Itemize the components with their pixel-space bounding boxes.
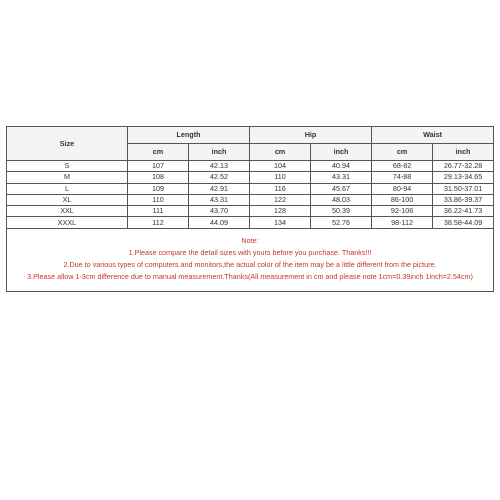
notes-cell (7, 228, 494, 291)
length-cm-cell: 110 (128, 194, 189, 205)
length-inch-cell: 43.31 (189, 194, 250, 205)
waist-inch-cell: 26.77-32.28 (433, 161, 494, 172)
waist-inch-cell: 36.22-41.73 (433, 206, 494, 217)
table-row (7, 194, 494, 205)
length-header: Length (128, 127, 250, 144)
size-cell: XXL (7, 206, 128, 217)
waist-cm-cell: 86-100 (372, 194, 433, 205)
table-row (7, 172, 494, 183)
hip-cm-cell: 128 (250, 206, 311, 217)
waist-cm-cell: 74-88 (372, 172, 433, 183)
header-group-row (7, 127, 494, 144)
waist-header: Waist (372, 127, 494, 144)
length-cm-cell: 111 (128, 206, 189, 217)
waist-cm-cell: 80-94 (372, 183, 433, 194)
length-inch-cell: 43.70 (189, 206, 250, 217)
hip-cm-cell: 104 (250, 161, 311, 172)
notes-row (7, 228, 494, 291)
waist-cm-cell: 98-112 (372, 217, 433, 228)
hip-inch-cell: 50.39 (311, 206, 372, 217)
length-inch-cell: 42.91 (189, 183, 250, 194)
waist-inch-header: inch (433, 144, 494, 161)
waist-inch-cell: 33.86-39.37 (433, 194, 494, 205)
length-inch-cell: 42.13 (189, 161, 250, 172)
hip-inch-cell: 45.67 (311, 183, 372, 194)
note-line-1: 1.Please compare the detail sizes with yours before you purchase. Thanks!!! (128, 247, 372, 257)
waist-cm-cell: 92-106 (372, 206, 433, 217)
hip-cm-cell: 116 (250, 183, 311, 194)
length-inch-cell: 42.52 (189, 172, 250, 183)
hip-inch-header: inch (311, 144, 372, 161)
table-row (7, 206, 494, 217)
size-cell: S (7, 161, 128, 172)
notes-section (7, 228, 494, 291)
length-cm-header: cm (128, 144, 189, 161)
hip-inch-cell: 52.76 (311, 217, 372, 228)
size-header: Size (7, 127, 128, 161)
size-cell: XL (7, 194, 128, 205)
length-cm-cell: 107 (128, 161, 189, 172)
hip-cm-cell: 122 (250, 194, 311, 205)
note-line-3: 3.Please allow 1-3cm difference due to manual measurement.Thanks(All measurement in cm and please note 1cm=0.39inch 1inch=2.54cm) (27, 271, 473, 281)
hip-inch-cell: 43.31 (311, 172, 372, 183)
length-cm-cell: 108 (128, 172, 189, 183)
note-title: Note: (241, 235, 259, 245)
waist-inch-cell: 38.58-44.09 (433, 217, 494, 228)
hip-header: Hip (250, 127, 372, 144)
length-cm-cell: 109 (128, 183, 189, 194)
size-chart-body (7, 161, 494, 229)
note-line-2: 2.Due to various types of computers and monitors,the actual color of the item may be a little different from the picture. (63, 259, 437, 269)
size-cell: XXXL (7, 217, 128, 228)
hip-inch-cell: 40.94 (311, 161, 372, 172)
table-row (7, 183, 494, 194)
table-row (7, 161, 494, 172)
waist-inch-cell: 29.13-34.65 (433, 172, 494, 183)
hip-cm-cell: 110 (250, 172, 311, 183)
length-inch-header: inch (189, 144, 250, 161)
size-chart-table (6, 126, 494, 292)
hip-cm-cell: 134 (250, 217, 311, 228)
length-inch-cell: 44.09 (189, 217, 250, 228)
table-row (7, 217, 494, 228)
size-cell: L (7, 183, 128, 194)
hip-inch-cell: 48.03 (311, 194, 372, 205)
hip-cm-header: cm (250, 144, 311, 161)
length-cm-cell: 112 (128, 217, 189, 228)
waist-cm-header: cm (372, 144, 433, 161)
waist-cm-cell: 68-82 (372, 161, 433, 172)
size-cell: M (7, 172, 128, 183)
waist-inch-cell: 31.50-37.01 (433, 183, 494, 194)
